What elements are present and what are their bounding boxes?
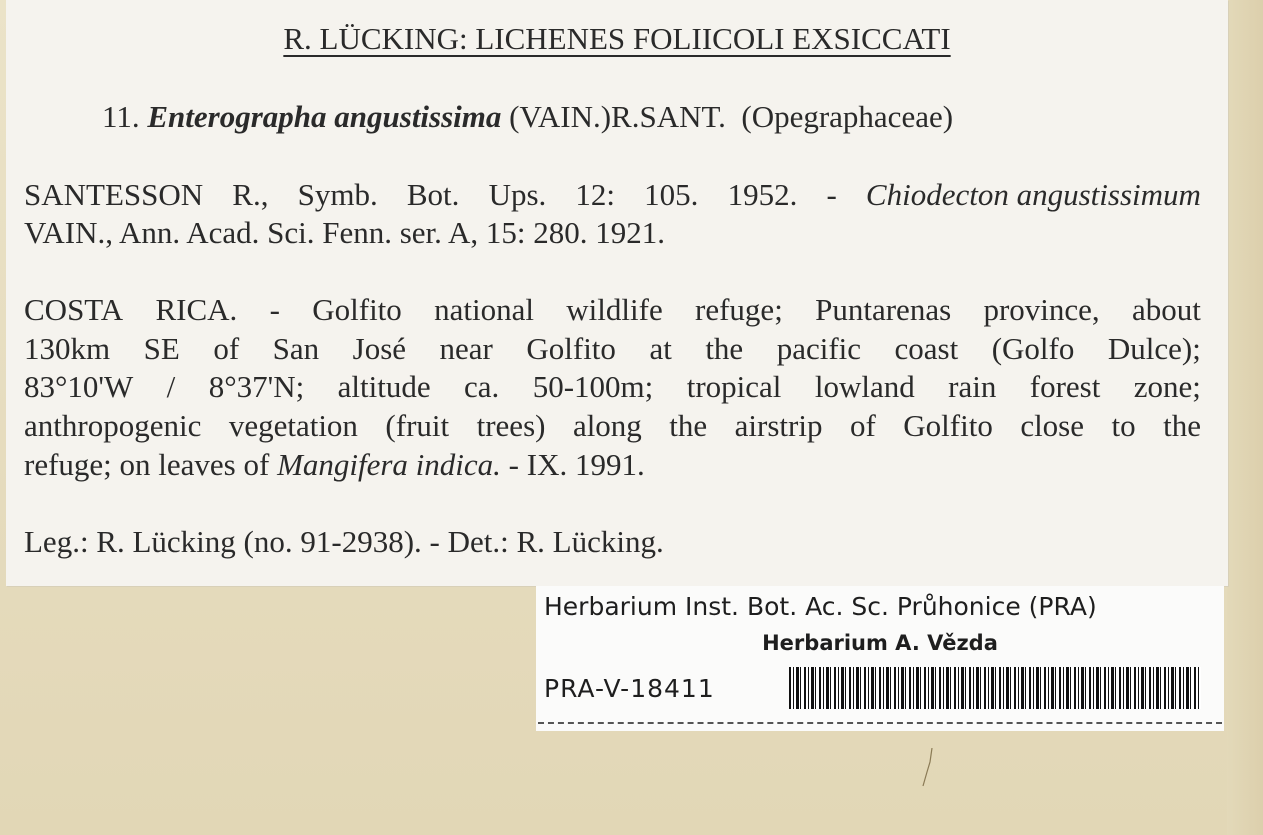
collection-name: Herbarium A. Vězda [762,631,998,655]
species-number: 11. [102,99,140,134]
host-plant: Mangifera indica. [277,447,501,482]
species-authority: (VAIN.)R.SANT. [509,99,726,134]
collector-line: Leg.: R. Lücking (no. 91-2938). - Det.: R. Lücking. [24,524,664,559]
barcode [789,667,1201,709]
sheet-edge [1227,0,1263,835]
label-title: R. LÜCKING: LICHENES FOLIICOLI EXSICCATI [283,21,951,56]
specimen-id: PRA-V-18411 [544,674,715,703]
locality-line-2: 130km SE of San José near Golfito at the pacific coast (Golfo Dulce); [24,331,1201,366]
institution-name: Herbarium Inst. Bot. Ac. Sc. Průhonice (PRA) [544,592,1097,621]
reference-line-1: SANTESSON R., Symb. Bot. Ups. 12: 105. 1952. - Chiodecton angustissimum [24,177,1201,212]
species-line [102,98,953,136]
species-family: (Opegraphaceae) [741,99,954,134]
locality-line-5: refuge; on leaves of Mangifera indica. - IX. 1991. [24,447,645,482]
dashed-cut-line [538,722,1222,724]
species-name: Enterographa angustissima [147,99,502,134]
locality-line-4: anthropogenic vegetation (fruit trees) along the airstrip of Golfito close to the [24,408,1201,443]
paper-crease-mark [918,748,938,788]
reference-line-2: VAIN., Ann. Acad. Sci. Fenn. ser. A, 15: 280. 1921. [24,215,665,250]
herbarium-barcode-label [536,586,1224,731]
locality-line-3: 83°10'W / 8°37'N; altitude ca. 50-100m; tropical lowland rain forest zone; [24,369,1201,404]
locality-line-1: COSTA RICA. - Golfito national wildlife refuge; Puntarenas province, about [24,292,1201,327]
basionym: Chiodecton angustissimum [865,177,1201,212]
exsiccata-label [6,0,1228,586]
